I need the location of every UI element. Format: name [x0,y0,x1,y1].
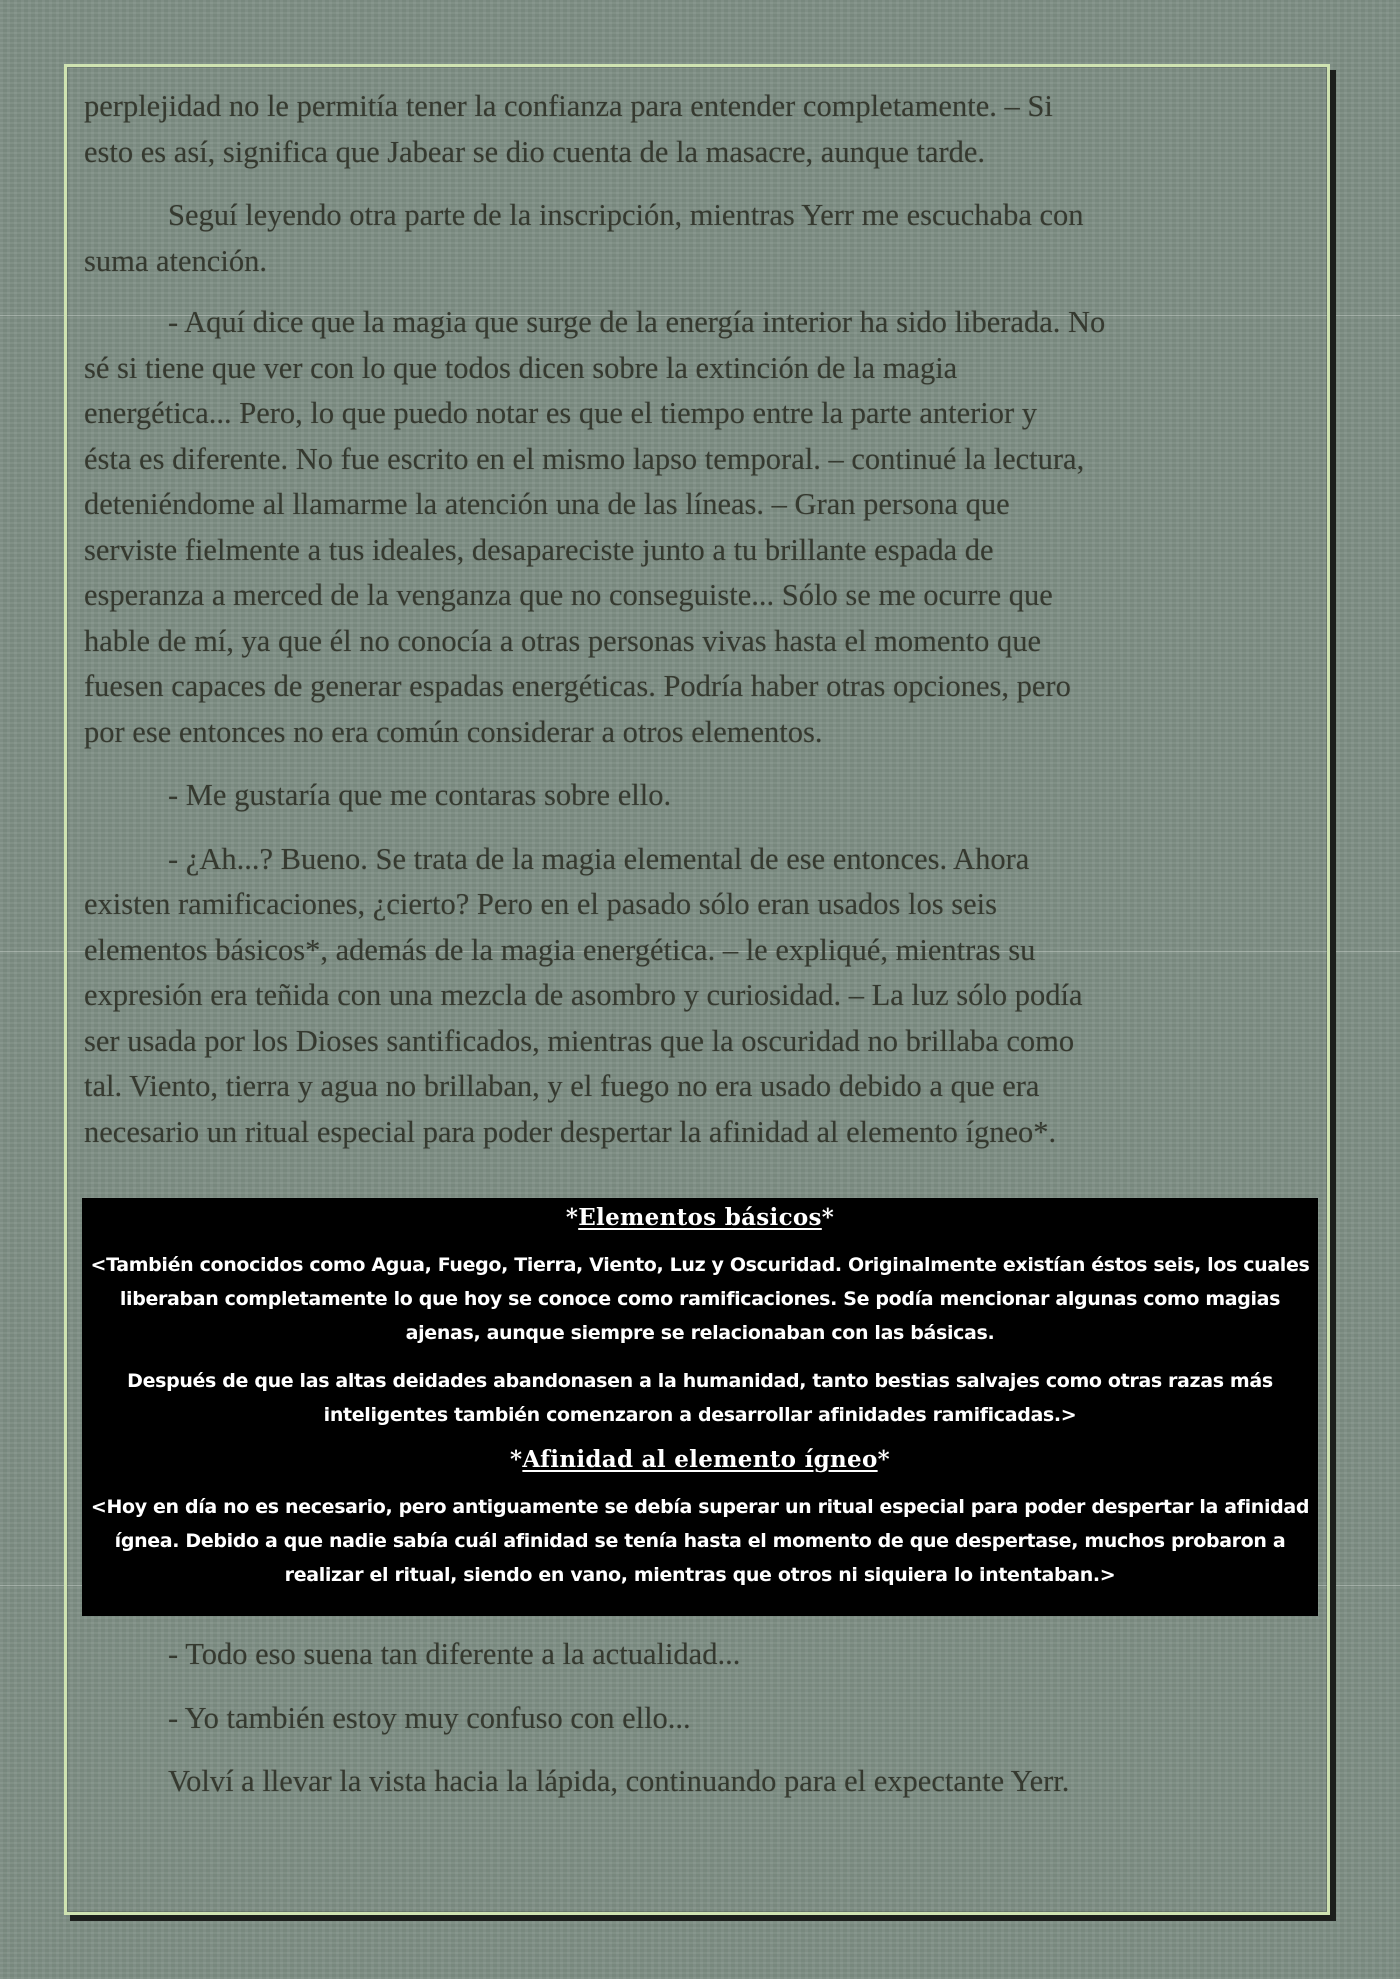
asterisk: * [877,1446,890,1473]
text-line: Volví a llevar la vista hacia la lápida, continuando para el expectante Yerr. [168,1764,1070,1798]
text-line: Seguí leyendo otra parte de la inscripción, mientras Yerr me escuchaba con [168,198,1084,232]
text-line: sé si tiene que ver con lo que todos dicen sobre la extinción de la magia [84,350,958,385]
footnote-box [82,1198,1318,1616]
text-line: esperanza a merced de la venganza que no conseguiste... Sólo se me ocurre que [84,578,1053,612]
paragraph-inscription [84,300,1310,755]
text-line: esto es así, significa que Jabear se dio cuenta de la masacre, aunque tarde. [84,134,986,169]
story-text-bottom [84,1632,1310,1805]
text-line: expresión era teñida con una mezcla de asombro y curiosidad. – La luz sólo podía [84,978,1083,1012]
asterisk: * [565,1204,579,1231]
note-line: <Hoy en día no es necesario, pero antiguamente se debía superar un ritual especial para poder despertar la afinidad [90,1496,1310,1518]
note-title-igneous-affinity [82,1442,1318,1478]
text-line: existen ramificaciones, ¿cierto? Pero en el pasado sólo eran usados los seis [84,887,998,921]
text-line: elementos básicos*, además de la magia energética. – le expliqué, mientras su [84,932,1036,967]
note-paragraph [82,1248,1318,1350]
text-line: perplejidad no le permitía tener la confianza para entender completamente. – Si [84,89,1053,123]
note-line: Después de que las altas deidades abandonasen a la humanidad, tanto bestias salvajes como otras razas más [127,1370,1273,1392]
text-line: - Todo eso suena tan diferente a la actualidad... [168,1637,741,1671]
story-text-middle [84,300,1310,1155]
paragraph-dialogue [84,1632,1310,1678]
text-line: deteniéndome al llamarme la atención una de las líneas. – Gran persona que [84,487,1010,521]
paragraph-continuation [84,84,1310,175]
text-line: fuesen capaces de generar espadas energéticas. Podría haber otras opciones, pero [84,669,1071,703]
note-line: ajenas, aunque siempre se relacionaban con las básicas. [405,1322,995,1344]
text-line: hable de mí, ya que él no conocía a otras personas vivas hasta el momento que [84,623,1042,658]
text-line: ser usada por los Dioses santificados, mientras que la oscuridad no brillaba como [84,1023,1075,1058]
note-line: inteligentes también comenzaron a desarrollar afinidades ramificadas.> [323,1404,1077,1426]
note-line: realizar el ritual, siendo en vano, mientras que otros ni siquiera lo intentaban.> [284,1564,1116,1586]
text-line: tal. Viento, tierra y agua no brillaban, y el fuego no era usado debido a que era [84,1069,1040,1103]
story-text-top [84,84,1310,284]
asterisk: * [510,1446,523,1473]
text-line: - Me gustaría que me contaras sobre ello. [168,778,672,812]
text-line: serviste fielmente a tus ideales, desapareciste junto a tu brillante espada de [84,532,994,567]
text-line: - ¿Ah...? Bueno. Se trata de la magia elemental de ese entonces. Ahora [168,841,1030,876]
text-line: energética... Pero, lo que puedo notar es que el tiempo entre la parte anterior y [84,396,1038,430]
note-line: liberaban completamente lo que hoy se conoce como ramificaciones. Se podía mencionar algunas como magias [119,1288,1281,1310]
note-line: <También conocidos como Agua, Fuego, Tierra, Viento, Luz y Oscuridad. Originalmente existían éstos seis, los cuales [90,1254,1310,1276]
note-paragraph [82,1364,1318,1432]
paragraph-dialogue [84,1696,1310,1742]
text-line: - Aquí dice que la magia que surge de la energía interior ha sido liberada. No [168,305,1106,339]
text-line: por ese entonces no era común considerar a otros elementos. [84,714,823,749]
paragraph-request [84,773,1310,819]
note-title-basic-elements [82,1200,1318,1236]
note-title-text: Elementos básicos [578,1204,822,1231]
text-line: necesario un ritual especial para poder despertar la afinidad al elemento ígneo*. [84,1114,1057,1149]
text-line: suma atención. [84,243,267,278]
asterisk: * [821,1204,835,1231]
note-title-text: Afinidad al elemento ígneo [522,1446,878,1473]
paragraph-closing [84,1759,1310,1805]
note-paragraph [82,1490,1318,1592]
text-line: ésta es diferente. No fue escrito en el mismo lapso temporal. – continué la lectura, [84,441,1085,476]
note-line: ígnea. Debido a que nadie sabía cuál afinidad se tenía hasta el momento de que despertase, muchos probaron a [114,1530,1286,1552]
paragraph-reading [84,193,1310,284]
paragraph-explanation [84,837,1310,1156]
text-line: - Yo también estoy muy confuso con ello... [168,1700,691,1735]
